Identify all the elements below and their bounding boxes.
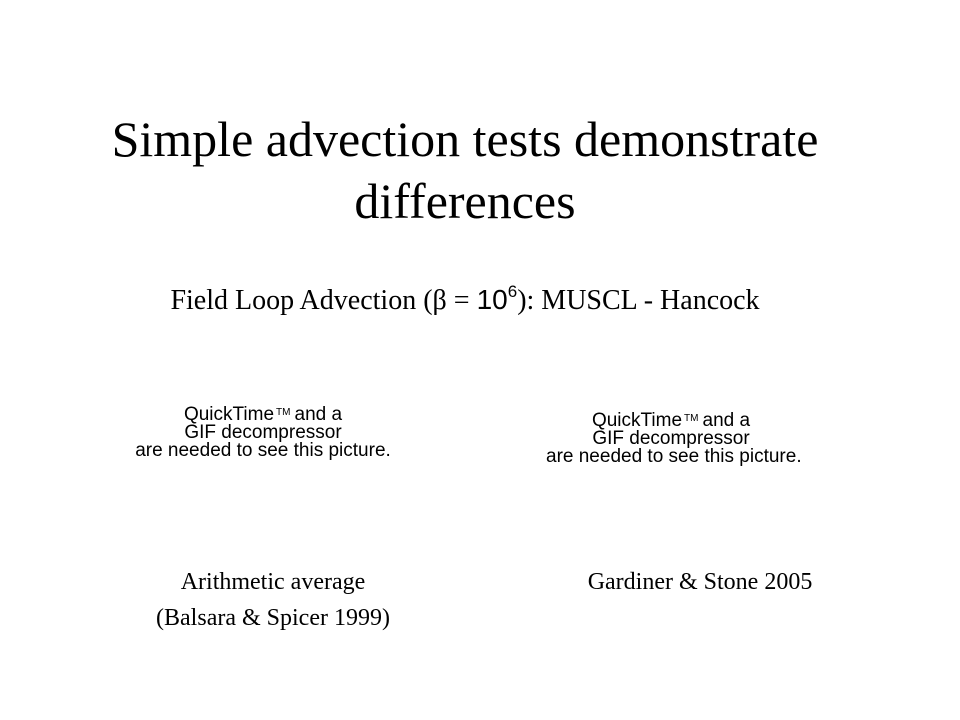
title-line-1: Simple advection tests demonstrate bbox=[111, 111, 819, 167]
placeholder-quicktime: QuickTime bbox=[183, 404, 275, 425]
subtitle-exponent: 6 bbox=[507, 281, 518, 301]
placeholder-quicktime: QuickTime bbox=[591, 410, 683, 431]
slide-title bbox=[0, 108, 930, 232]
placeholder-and-a: and a bbox=[702, 410, 751, 431]
right-caption bbox=[550, 564, 850, 600]
trademark-mark: TM bbox=[276, 407, 291, 418]
subtitle-base: 10 bbox=[476, 284, 508, 315]
left-caption-line-2: (Balsara & Spicer 1999) bbox=[156, 605, 390, 631]
subtitle-beta-symbol: β bbox=[432, 285, 447, 316]
subtitle-equals: = bbox=[446, 285, 477, 316]
title-line-2: differences bbox=[354, 173, 576, 229]
left-caption-line-1: Arithmetic average bbox=[180, 569, 366, 595]
subtitle-suffix: ): MUSCL - Hancock bbox=[517, 285, 760, 316]
placeholder-line-3: are needed to see this picture. bbox=[135, 440, 391, 461]
right-caption-line-1: Gardiner & Stone 2005 bbox=[587, 569, 813, 595]
right-media-placeholder bbox=[546, 410, 802, 467]
subtitle-prefix: Field Loop Advection ( bbox=[170, 285, 433, 316]
placeholder-line-1 bbox=[133, 404, 393, 424]
left-caption bbox=[108, 564, 438, 636]
placeholder-line-2: GIF decompressor bbox=[592, 428, 750, 449]
slide-subtitle bbox=[0, 282, 930, 319]
placeholder-line-1 bbox=[546, 410, 796, 430]
left-media-placeholder bbox=[133, 404, 393, 460]
trademark-mark: TM bbox=[684, 413, 699, 424]
placeholder-line-3: are needed to see this picture. bbox=[546, 446, 802, 467]
placeholder-and-a: and a bbox=[294, 404, 343, 425]
placeholder-line-2: GIF decompressor bbox=[184, 422, 342, 443]
